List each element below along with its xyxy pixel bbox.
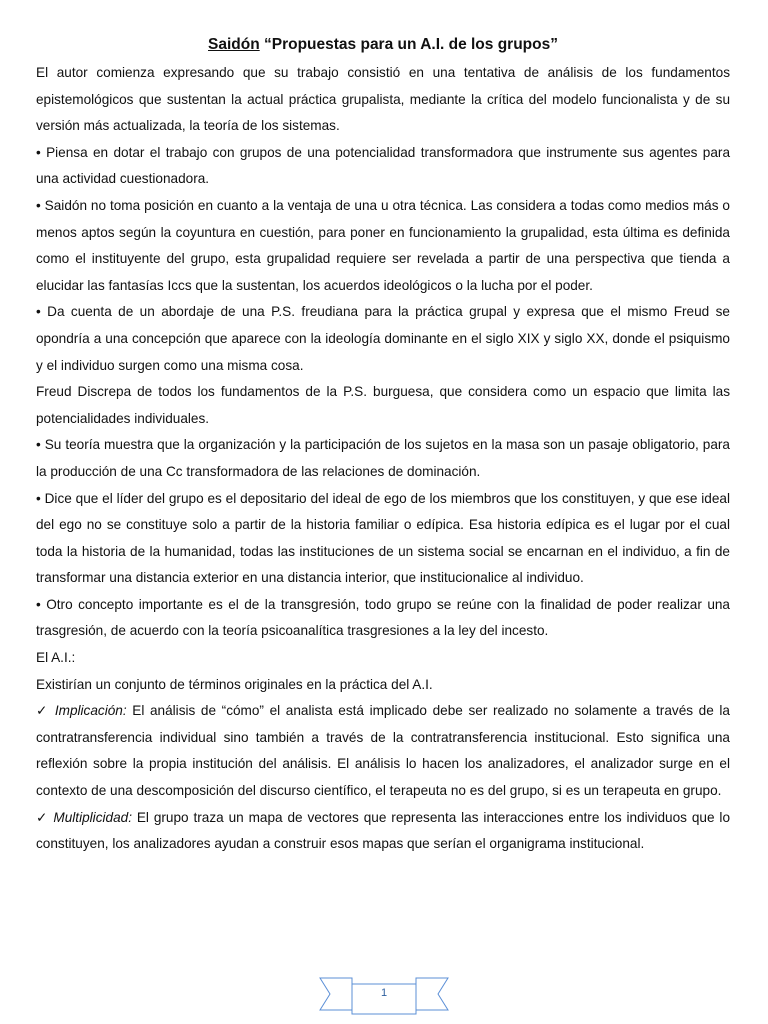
item-term: Multiplicidad: bbox=[53, 809, 132, 825]
item-text: El grupo traza un mapa de vectores que representa las interacciones entre los individuos que lo constituyen, los analizadores ayudan a construir esos mapas que serían el organigrama institucional. bbox=[36, 809, 731, 852]
title-author: Saidón bbox=[208, 36, 260, 53]
bullet-paragraph: • Piensa en dotar el trabajo con grupos de una potencialidad transformadora que instrumente sus agentes para una actividad cuestionadora. bbox=[36, 144, 730, 187]
item-term: Implicación: bbox=[54, 703, 127, 719]
check-item-multiplicidad bbox=[36, 805, 730, 858]
page-number: 1 bbox=[380, 987, 388, 999]
bullet-paragraph: • Saidón no toma posición en cuanto a la ventaja de una u otra técnica. Las considera a todas como medios más o menos aptos según la coyuntura en cuestión, para poner en funcionamiento la grupalidad, esta última es definida como el instituyente del grupo, esta grupalidad requiere ser revelada a partir de una perspectiva que tienda a elucidar las fantasías Iccs que la sustentan, los acuerdos ideológicos o la lucha por el poder. bbox=[36, 197, 730, 293]
section-heading: El A.I.: bbox=[36, 650, 76, 666]
paragraph-freud: Freud Discrepa de todos los fundamentos de la P.S. burguesa, que considera como un espacio que limita las potencialidades individuales. bbox=[36, 384, 730, 426]
check-icon: ✓ bbox=[36, 809, 49, 825]
check-item-implicacion bbox=[36, 698, 730, 804]
section-intro: Existirían un conjunto de términos originales en la práctica del A.I. bbox=[36, 676, 433, 692]
check-icon: ✓ bbox=[36, 703, 50, 719]
bullet-paragraph: • Otro concepto importante es el de la transgresión, todo grupo se reúne con la finalidad de poder realizar una trasgresión, de acuerdo con la teoría psicoanalítica trasgresiones a la ley del incesto. bbox=[36, 596, 730, 639]
paragraph-intro: El autor comienza expresando que su trabajo consistió en una tentativa de análisis de los fundamentos epistemológicos que sustentan la actual práctica grupalista, mediante la crítica del modelo funcionalista y de su versión más actualizada, la teoría de los sistemas. bbox=[36, 65, 730, 134]
bullet-paragraph: • Dice que el líder del grupo es el depositario del ideal de ego de los miembros que los constituyen, y que ese ideal del ego no se constituye solo a partir de la historia familiar o edípica. Esa historia edípica es el lugar por el cual toda la historia de la humanidad, todas las instituciones de un sistema social se encarnan en el individuo, a fin de transformar una distancia exterior en una distancia interior, que institucionalice al individuo. bbox=[36, 490, 730, 586]
title-text: “Propuestas para un A.I. de los grupos” bbox=[264, 36, 558, 53]
document-title bbox=[36, 34, 730, 56]
page-number-ribbon bbox=[318, 976, 450, 1016]
bullet-paragraph: • Su teoría muestra que la organización y la participación de los sujetos en la masa son un pasaje obligatorio, para la producción de una Cc transformadora de las relaciones de dominación. bbox=[36, 437, 730, 479]
bullet-paragraph: • Da cuenta de un abordaje de una P.S. freudiana para la práctica grupal y expresa que el mismo Freud se opondría a una concepción que aparece con la ideología dominante en el siglo XIX y siglo XX, donde el psiquismo y el individuo surgen como una misma cosa. bbox=[36, 304, 730, 373]
item-text: El análisis de “cómo” el analista está implicado debe ser realizado no solamente a través de la contratransferencia individual sino también a través de la contratransferencia institucional. Esto significa una reflexión sobre la propia institución del análisis. El análisis lo hacen los analizadores, el analizador surge en el contexto de una descomposición del discurso científico, el terapeuta no es del grupo, si es un terapeuta en grupo. bbox=[36, 703, 730, 799]
document-page bbox=[36, 34, 730, 858]
